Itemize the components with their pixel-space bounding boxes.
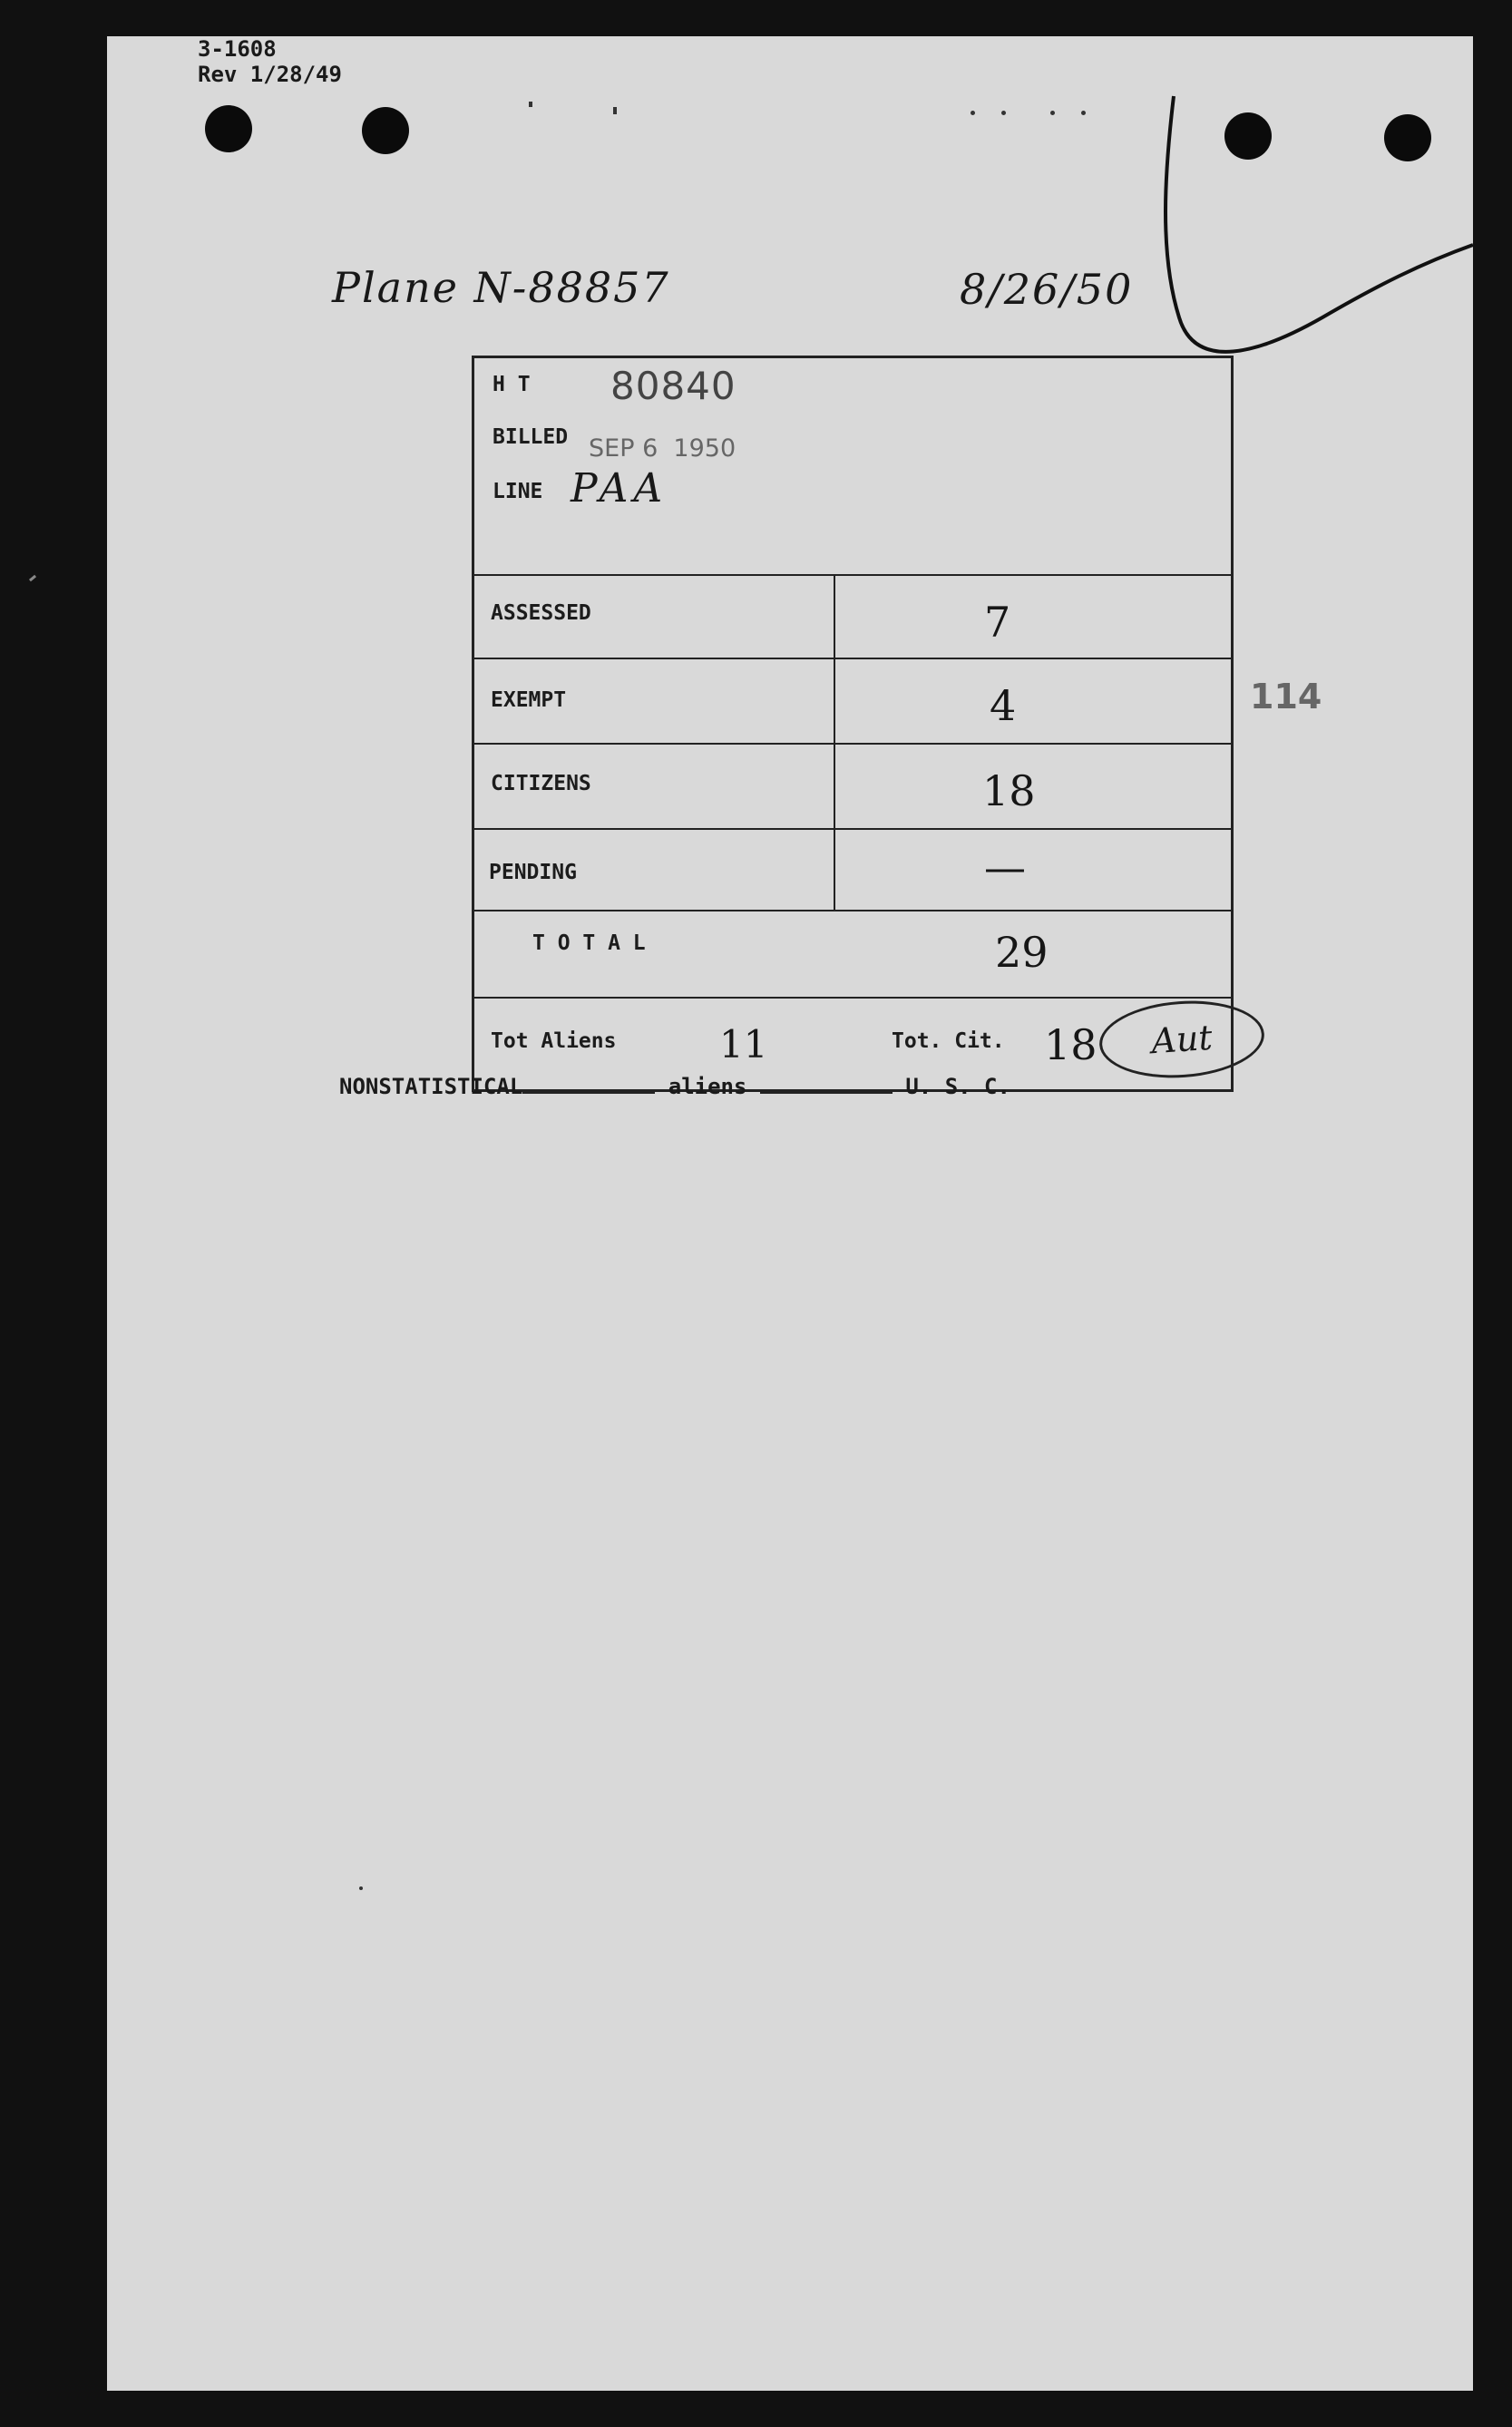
stray-mark	[1001, 111, 1006, 115]
initials-text: Aut	[1149, 1017, 1214, 1062]
line-label: LINE	[493, 480, 543, 503]
stray-mark	[529, 102, 532, 107]
assessed-label: ASSESSED	[491, 601, 591, 625]
pending-label: PENDING	[489, 861, 577, 884]
billed-label: BILLED	[493, 425, 569, 449]
usc-blank	[760, 1091, 893, 1094]
plane-number: Plane N-88857	[332, 263, 670, 312]
nonstatistical-line	[339, 1074, 1010, 1099]
aliens-label: aliens	[668, 1074, 747, 1099]
ht-label: H T	[493, 373, 531, 396]
form-revision: Rev 1/28/49	[198, 62, 342, 87]
tot-cit-value: 18	[1044, 1020, 1097, 1069]
tot-aliens-value: 11	[719, 1022, 768, 1067]
divider	[474, 828, 1231, 830]
billed-value: SEP 6 1950	[589, 434, 736, 463]
divider	[474, 910, 1231, 911]
usc-label: U. S. C.	[905, 1074, 1010, 1099]
total-value: 29	[995, 928, 1049, 977]
total-label: T O T A L	[532, 931, 646, 955]
exempt-label: EXEMPT	[491, 688, 567, 712]
form-number: 3-1608	[198, 36, 277, 62]
ht-value: 80840	[610, 364, 736, 408]
pending-value: —	[984, 843, 1026, 892]
exempt-value: 4	[990, 681, 1017, 730]
stray-mark	[1050, 111, 1055, 115]
arrival-date: 8/26/50	[960, 265, 1134, 314]
divider	[474, 743, 1231, 745]
tot-aliens-label: Tot Aliens	[491, 1029, 617, 1053]
citizens-value: 18	[982, 766, 1036, 815]
manifest-tally-form	[472, 356, 1234, 1092]
divider	[474, 658, 1231, 659]
citizens-label: CITIZENS	[491, 772, 591, 795]
line-value: PAA	[571, 465, 668, 512]
document-sheet	[107, 36, 1473, 2391]
stray-mark	[359, 1886, 363, 1890]
nonstatistical-label: NONSTATISTICAL	[339, 1074, 523, 1099]
stray-mark	[971, 111, 975, 115]
page-number: 114	[1250, 677, 1322, 716]
stray-mark	[613, 107, 617, 114]
aliens-blank	[522, 1091, 655, 1094]
punch-hole	[362, 107, 409, 154]
divider	[474, 997, 1231, 999]
tot-cit-label: Tot. Cit.	[892, 1029, 1005, 1053]
assessed-value: 7	[984, 598, 1011, 647]
stray-mark	[1081, 111, 1086, 115]
check-mark	[1159, 91, 1473, 381]
divider	[474, 574, 1231, 576]
stray-mark	[29, 575, 36, 581]
punch-hole	[205, 105, 252, 152]
